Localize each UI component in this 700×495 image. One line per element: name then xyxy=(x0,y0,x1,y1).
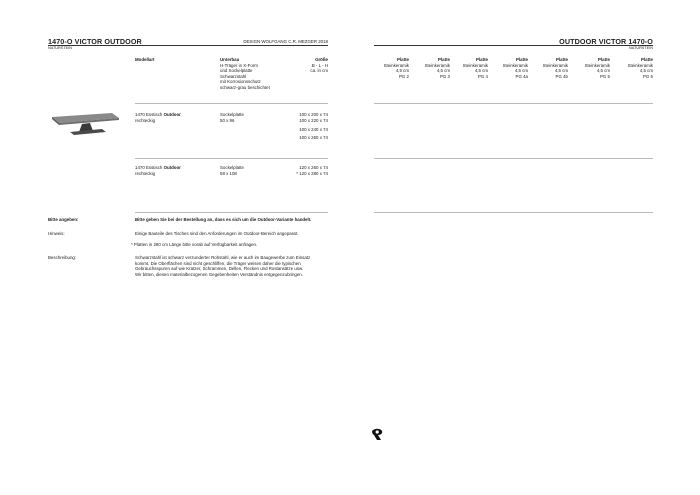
price-column xyxy=(377,57,409,79)
column-price-group: PG 2 xyxy=(398,73,409,79)
row1-base-line: Sockelplatte xyxy=(220,112,244,117)
row-divider xyxy=(374,103,653,104)
column-material: Steinkeramik xyxy=(462,62,488,68)
column-price-group: PG 5 xyxy=(599,73,610,79)
row2-sizes xyxy=(280,165,328,176)
base-header-line: mit Korrosionsschutz xyxy=(220,79,261,85)
brand-logo xyxy=(370,428,386,441)
column-head: Platte xyxy=(516,57,528,62)
base-header-description xyxy=(220,63,270,91)
price-column xyxy=(418,57,450,79)
row-divider xyxy=(135,158,328,159)
column-price-group: PG 6 xyxy=(642,73,653,79)
row1-sizes xyxy=(280,112,328,140)
size-header-line: B - L - H xyxy=(311,62,328,68)
right-category: NATURSTEIN xyxy=(629,46,653,50)
table-product-image xyxy=(46,108,122,138)
column-material: Steinkeramik xyxy=(584,62,610,68)
column-material: Steinkeramik xyxy=(542,62,568,68)
size-header-description xyxy=(280,63,328,74)
column-material: Steinkeramik xyxy=(502,62,528,68)
row-divider xyxy=(374,212,653,213)
hint-text: Einige Bauteile des Tisches sind den Anforderungen im Outdoor-Bereich angepasst. xyxy=(135,231,299,236)
row-divider xyxy=(374,158,653,159)
description-line: kommt. Die Oberflächen sind nicht geschliffen, die Träger weisen daher die typischen xyxy=(135,260,301,266)
size-value: 100 x 200 x 74 xyxy=(299,112,328,117)
price-column xyxy=(578,57,610,79)
row2-base xyxy=(220,165,244,176)
left-title: 1470-O VICTOR OUTDOOR xyxy=(48,37,142,46)
row1-shape: rechteckig xyxy=(135,117,156,123)
column-thickness: 4,5 cm xyxy=(395,68,409,74)
description-line: Gebrauchsspuren auf wie Kratzer, Schrammen, Dellen, Flecken und Rostansätze usw. xyxy=(135,266,304,272)
column-price-group: PG 4 xyxy=(477,73,488,79)
column-thickness: 4,5 cm xyxy=(514,68,528,74)
row2-model-prefix: 1470 Esstisch xyxy=(135,165,164,170)
specify-label: Bitte angeben: xyxy=(48,217,79,222)
size-value: 100 x 260 x 74 xyxy=(299,134,328,140)
column-thickness: 4,5 cm xyxy=(639,68,653,74)
description-line: Wir bitten, diesen materialbezogenen Gegebenheiten Verständnis entgegenzubringen. xyxy=(135,271,303,277)
column-thickness: 4,5 cm xyxy=(554,68,568,74)
header-model: Modellart xyxy=(135,57,155,62)
header-size: Größe xyxy=(315,57,328,62)
row1-model-variant: Outdoor xyxy=(163,112,181,117)
column-thickness: 4,5 cm xyxy=(474,68,488,74)
column-thickness: 4,5 cm xyxy=(596,68,610,74)
row-divider xyxy=(135,212,328,213)
row-divider xyxy=(135,103,328,104)
designer-credit: DESIGN WOLFGANG C.R. MEZGER 2018 xyxy=(243,39,328,44)
base-header-line: H-Träger in X-Form xyxy=(220,62,258,68)
column-head: Platte xyxy=(476,57,488,62)
column-head: Platte xyxy=(397,57,409,62)
left-category: NATURSTEIN xyxy=(48,46,72,50)
specify-text: Bitte geben Sie bei der Bestellung an, dass es sich um die Outdoor-Variante handelt. xyxy=(135,217,312,222)
base-header-line: schwarz-grau beschichtet xyxy=(220,84,270,90)
column-price-group: PG 3 xyxy=(439,73,450,79)
price-column xyxy=(456,57,488,79)
header-base: Unterbau xyxy=(220,57,240,62)
row2-base-line: Sockelplatte xyxy=(220,165,244,170)
base-header-line: und Sockelplatte xyxy=(220,68,253,74)
column-head: Platte xyxy=(556,57,568,62)
description-text xyxy=(135,255,310,277)
base-header-line: Schwarzstahl xyxy=(220,73,247,79)
description-line: Schwarzstahl ist schwarz verzunderter Rohstahl, wie er auch im Baugewerbe zum Einsatz xyxy=(135,255,311,260)
column-material: Steinkeramik xyxy=(424,62,450,68)
row1-model-prefix: 1470 Esstisch xyxy=(135,112,164,117)
row1-base xyxy=(220,112,244,123)
row1-base-line: 50 x 96 xyxy=(220,117,235,123)
price-column xyxy=(620,57,653,79)
column-head: Platte xyxy=(438,57,450,62)
right-title: OUTDOOR VICTOR 1470-O xyxy=(559,37,653,46)
column-material: Steinkeramik xyxy=(383,62,409,68)
row2-base-line: 58 x 108 xyxy=(220,170,237,176)
size-value: 120 x 260 x 74 xyxy=(299,165,328,170)
size-value: 100 x 220 x 74 xyxy=(299,117,328,123)
column-head: Platte xyxy=(641,57,653,62)
row2-shape: rechteckig xyxy=(135,170,156,176)
footnote: * Platten in 280 cm Länge bitte vorab auf Verfügbarkeit anfragen. xyxy=(131,242,258,247)
size-header-line: ca. in cm xyxy=(310,68,328,74)
size-value: * 120 x 280 x 74 xyxy=(296,170,328,176)
size-value: 100 x 240 x 74 xyxy=(299,127,328,133)
column-material: Steinkeramik xyxy=(627,62,653,68)
left-header-rule xyxy=(48,45,328,46)
hint-label: Hinweis: xyxy=(48,231,65,236)
price-column xyxy=(536,57,568,79)
price-column xyxy=(496,57,528,79)
column-price-group: PG 4a xyxy=(515,73,528,79)
column-price-group: PG 4b xyxy=(555,73,568,79)
column-head: Platte xyxy=(598,57,610,62)
row2-model-variant: Outdoor xyxy=(163,165,181,170)
description-label: Beschreibung: xyxy=(48,255,77,260)
column-thickness: 4,5 cm xyxy=(436,68,450,74)
